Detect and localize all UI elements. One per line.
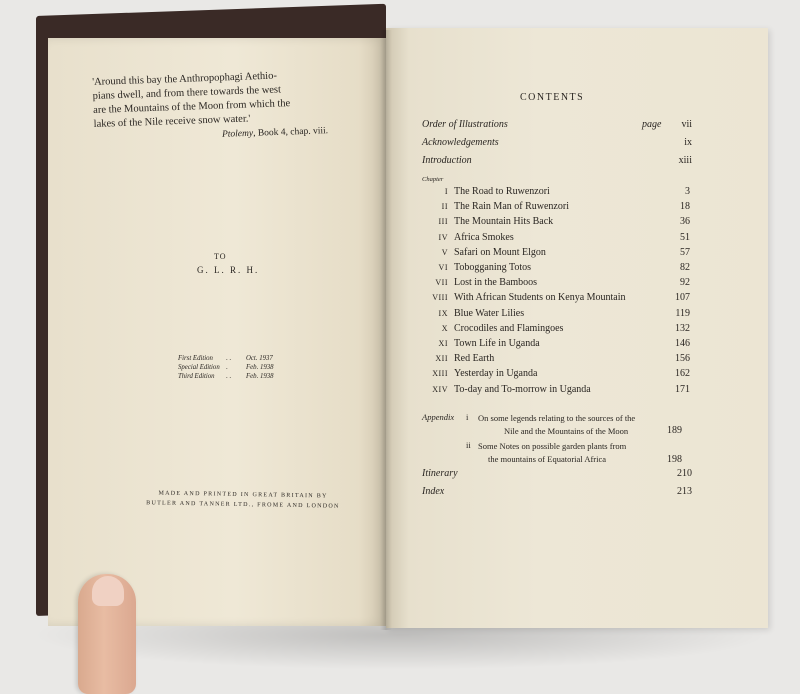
appendix-line: Nile and the Mountains of the Moon — [504, 426, 629, 436]
chapter-page: 92 — [680, 277, 690, 289]
chapter-number: V — [441, 247, 448, 257]
chapter-page: 51 — [680, 231, 690, 243]
epigraph-line: 'Around this bay the Anthropophagi Aethio- — [92, 70, 278, 88]
chapter-row — [418, 247, 690, 261]
toc-page: xiii — [678, 155, 692, 166]
edition-row — [178, 372, 288, 381]
chapter-row — [418, 186, 690, 200]
edition-date: Oct. 1937 — [246, 355, 273, 362]
epigraph-source: , Book 4, chap. viii. — [252, 126, 329, 139]
appendix-label: Appendix — [422, 412, 455, 422]
chapter-row — [418, 384, 690, 398]
chapter-number: II — [441, 202, 448, 212]
chapter-row — [418, 308, 690, 322]
chapter-title: Tobogganing Totos — [454, 262, 532, 273]
chapter-title: The Rain Man of Ruwenzori — [454, 201, 569, 213]
chapter-title: Safari on Mount Elgon — [454, 246, 546, 258]
chapter-title: Red Earth — [454, 353, 495, 365]
epigraph-line: are the Mountains of the Moon from which the — [93, 98, 291, 116]
chapter-page: 119 — [675, 307, 690, 319]
toc-label: Itinerary — [422, 468, 458, 479]
toc-page: 213 — [677, 486, 692, 497]
chapter-page: 107 — [675, 292, 690, 304]
chapter-row — [418, 216, 690, 230]
chapter-number: I — [444, 187, 448, 196]
appendix-line: On some legends relating to the sources of the — [478, 413, 636, 423]
chapter-row — [418, 338, 690, 352]
toc-label: Introduction — [422, 155, 472, 166]
toc-page: ix — [684, 137, 692, 148]
chapter-row — [418, 292, 690, 306]
chapter-number: X — [441, 323, 448, 333]
chapter-page: 18 — [680, 201, 690, 213]
toc-page: 210 — [677, 468, 692, 479]
appendix-line: the mountains of Equatorial Africa — [488, 454, 607, 464]
thumbnail — [92, 576, 124, 606]
chapter-page: 156 — [675, 353, 690, 365]
dedication-name: G. L. R. H. — [197, 265, 260, 275]
chapter-page: 146 — [675, 338, 690, 349]
chapter-page: 36 — [680, 216, 690, 228]
chapter-title: The Mountain Hits Back — [454, 216, 554, 228]
chapter-title: Yesterday in Uganda — [454, 368, 538, 380]
chapter-page: 171 — [675, 383, 690, 395]
chapter-number: VI — [438, 263, 448, 272]
toc-page-word: page — [642, 119, 662, 130]
edition-date: Feb. 1938 — [246, 373, 274, 380]
chapter-row — [418, 201, 690, 215]
chapter-page: 3 — [685, 186, 690, 197]
chapter-title: Town Life in Uganda — [454, 338, 540, 349]
chapter-number: XIV — [432, 384, 448, 394]
chapter-title: Crocodiles and Flamingoes — [454, 322, 564, 334]
edition-name: First Edition — [178, 355, 213, 362]
edition-row — [178, 354, 288, 363]
edition-row — [178, 363, 288, 372]
epigraph-line: pians dwell, and from there towards the west — [92, 84, 282, 102]
chapter-title: Lost in the Bamboos — [454, 277, 538, 289]
chapter-title: Blue Water Lilies — [454, 307, 525, 319]
edition-name: Special Edition — [178, 364, 220, 371]
chapter-row — [418, 368, 690, 382]
chapter-row — [418, 262, 690, 276]
chapter-title: Africa Smokes — [454, 231, 514, 243]
epigraph — [92, 68, 334, 132]
appendix-num: i — [466, 412, 469, 422]
dedication-to: TO — [214, 252, 227, 261]
chapter-number: XI — [438, 339, 448, 348]
appendix-entry — [478, 440, 688, 466]
edition-dots: . . — [226, 355, 232, 362]
appendix-entry — [478, 412, 688, 438]
appendix-line: Some Notes on possible garden plants from — [478, 441, 627, 451]
chapter-page: 57 — [680, 246, 690, 258]
toc-front-item — [422, 119, 692, 133]
contents-title: CONTENTS — [520, 92, 585, 103]
chapter-page: 162 — [675, 368, 690, 380]
toc-back-item — [422, 468, 692, 482]
chapter-number: IV — [438, 232, 448, 242]
toc-label: Index — [422, 486, 445, 497]
edition-dots: . — [226, 364, 228, 371]
toc-page: vii — [681, 119, 692, 130]
chapter-row — [418, 232, 690, 246]
chapter-title: With African Students on Kenya Mountain — [454, 292, 626, 304]
edition-date: Feb. 1938 — [246, 364, 274, 371]
appendix-num: ii — [466, 440, 471, 450]
printer-line: BUTLER AND TANNER LTD., FROME AND LONDON — [146, 500, 340, 510]
chapter-number: VIII — [432, 293, 448, 303]
toc-label: Acknowledgements — [422, 137, 499, 148]
appendix-page: 189 — [667, 425, 682, 436]
chapter-page: 82 — [680, 262, 690, 273]
appendix-page: 198 — [667, 454, 682, 465]
chapter-number: XII — [435, 354, 448, 364]
toc-label: Order of Illustrations — [422, 119, 508, 130]
book-gutter — [380, 30, 392, 630]
toc-front-item — [422, 155, 692, 169]
chapter-number: IX — [438, 308, 448, 318]
chapter-page: 132 — [675, 322, 690, 334]
toc-back-item — [422, 486, 692, 500]
chapter-title: To-day and To-morrow in Uganda — [454, 383, 591, 395]
edition-name: Third Edition — [178, 373, 215, 380]
chapter-label: Chapter — [422, 176, 444, 183]
printer-imprint — [138, 488, 348, 512]
chapter-title: The Road to Ruwenzori — [454, 186, 550, 197]
chapter-row — [418, 277, 690, 291]
chapter-number: III — [438, 217, 448, 227]
chapter-row — [418, 353, 690, 367]
epigraph-author: Ptolemy — [221, 128, 254, 140]
toc-front-item — [422, 137, 692, 151]
chapter-number: VII — [435, 278, 448, 288]
printer-line: MADE AND PRINTED IN GREAT BRITAIN BY — [158, 490, 328, 500]
epigraph-line: lakes of the Nile receive snow water.' — [93, 113, 251, 130]
chapter-number: XIII — [432, 369, 448, 379]
chapter-row — [418, 323, 690, 337]
edition-dots: . . — [226, 373, 232, 380]
edition-list — [178, 354, 288, 381]
